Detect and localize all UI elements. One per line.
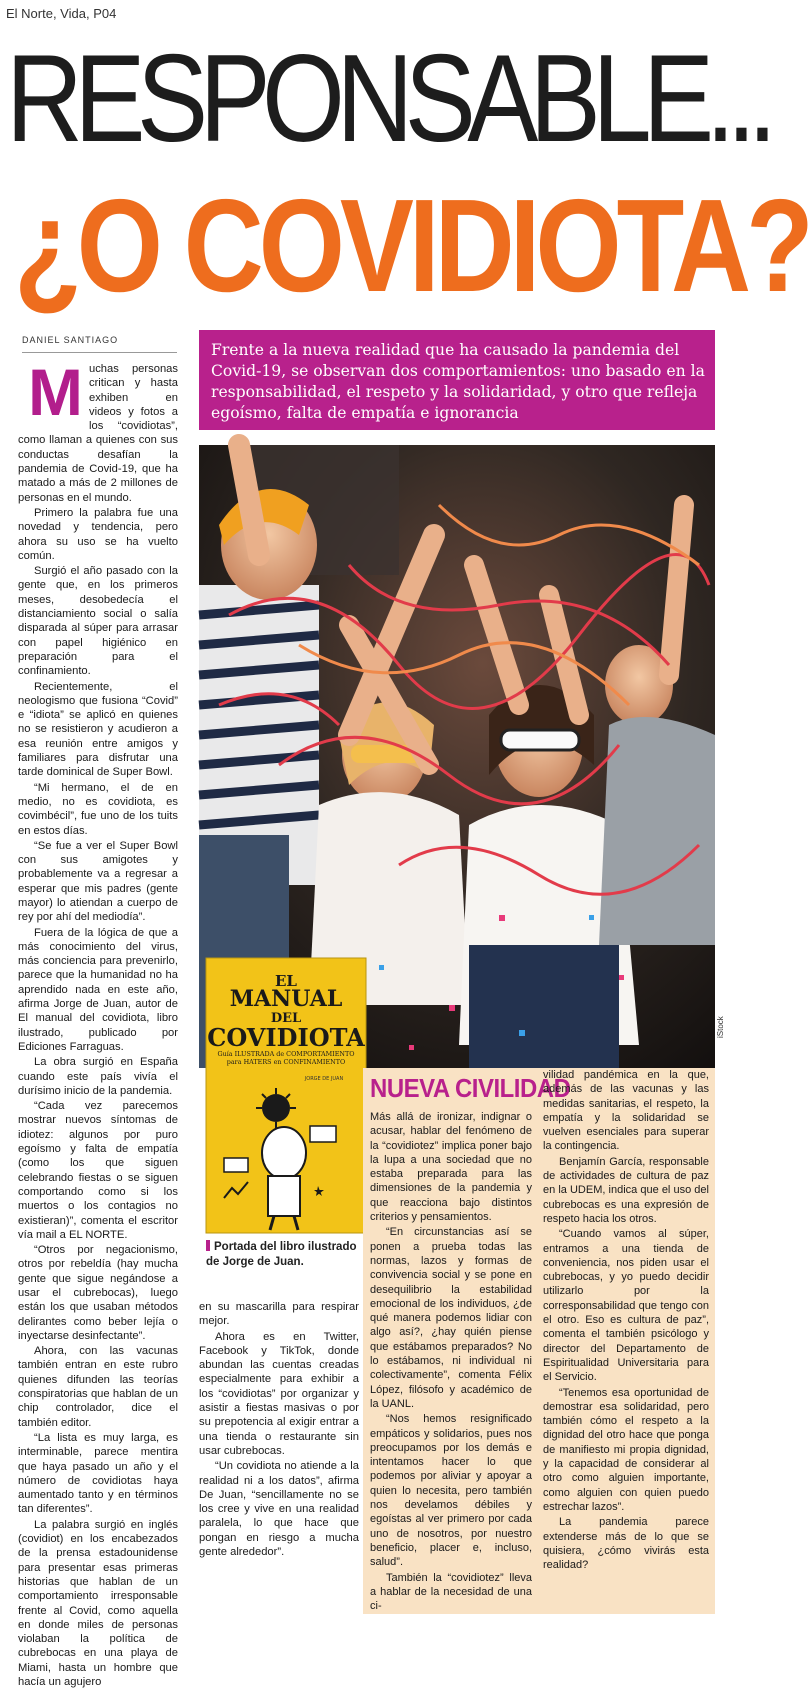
paragraph: “Mi hermano, el de en medio, no es covidiota, es covimbécil”, fue uno de los tuits en estos días. bbox=[18, 781, 178, 837]
book-title-line2: MANUAL bbox=[229, 986, 343, 1012]
paragraph: Fuera de la lógica de que a más conocimiento del virus, más conciencia para prevenirlo, parece que la humanidad no ha aprendido nada en este año, afirma Jorge de Juan, autor de El manual del covidiota, libro ilustrado, publicado por Ediciones Farraguas. bbox=[18, 926, 178, 1053]
sidebar-column-1 bbox=[370, 1110, 532, 1614]
paragraph: “Tenemos esa oportunidad de demostrar esa solidaridad, pero también cómo el respeto a la dignidad del otro hace que ponga de manifiesto mi propia dignidad, y la capacidad de considerar al otro como alguien importante, como alguien con quien puedo estrechar lazos”. bbox=[543, 1386, 709, 1513]
source-label: El Norte, Vida, P04 bbox=[6, 6, 117, 21]
book-title-line4: COVIDIOTA bbox=[207, 1023, 365, 1052]
byline: DANIEL SANTIAGO bbox=[22, 335, 119, 345]
paragraph: “Cada vez parecemos mostrar nuevos síntomas de idiotez: algunos por puro egoísmo y falta de empatía (como los que siguen celebrando fiestas o se siguen comportando como si los muertos o los contagios no existieran)”, comenta el escritor vía mail a EL NORTE. bbox=[18, 1100, 178, 1241]
drop-cap: M bbox=[28, 355, 83, 429]
paragraph: Primero la palabra fue una novedad y tendencia, pero ahora su uso se ha vuelto común. bbox=[18, 506, 178, 562]
paragraph: vilidad pandémica en la que, además de las vacunas y las medidas sanitarias, el respeto, la empatía y la solidaridad se vuelven esenciales para superar la contingencia. bbox=[543, 1069, 709, 1153]
sidebar-title: NUEVA CIVILIDAD bbox=[370, 1073, 571, 1103]
paragraph: Muchas personas critican y hasta exhiben en videos y fotos a los “covidiotas”, como llaman a quienes con sus conductas desafían la pandemia de Covid-19, que ha matado a más de 2 millones de personas en el mundo. bbox=[18, 355, 178, 504]
article-column-1 bbox=[18, 355, 178, 1689]
book-cover bbox=[206, 958, 366, 1233]
paragraph: “En circunstancias así se ponen a prueba todas las normas, lazos y formas de convivencia social y se pone en desequilibrio la estabilidad emocional de los individuos, ¿de qué manera podemos lidiar con algo así?, ¿hay quién piense que estábamos preparados? No lo estábamos, ni individual ni colectivamente”, comenta Félix López, filósofo y académico de la UANL. bbox=[370, 1226, 532, 1410]
photo-credit: iStock bbox=[716, 1016, 725, 1038]
book-title-line1: EL bbox=[275, 972, 297, 990]
paragraph: La palabra surgió en inglés (covidiot) en los encabezados de la prensa estadounidense para presentar esas primeras historias que hablan de un comportamiento irresponsable frente al Covid, como aquella en donde miles de personas violaban la política de cubrebocas en una playa de Miami, hasta un hombre que hacía un agujero bbox=[18, 1518, 178, 1689]
paragraph: Benjamín García, responsable de actividades de cultura de paz en la UDEM, indica que el uso del cubrebocas es una expresión de respeto hacia los otros. bbox=[543, 1155, 709, 1225]
book-author: JORGE DE JUAN bbox=[304, 1076, 344, 1082]
paragraph: Ahora es en Twitter, Facebook y TikTok, donde abundan las cuentas creadas especialmente para exhibir a los “covidiotas” por organizar y asistir a fiestas masivas o por su prepotencia al exigir entrar a una tienda o restaurante sin usar cubrebocas. bbox=[199, 1330, 359, 1457]
paragraph: La obra surgió en España cuando este país vivía el durísimo inicio de la pandemia. bbox=[18, 1056, 178, 1097]
paragraph: “Un covidiota no atiende a la realidad ni a los datos”, afirma De Juan, “sencillamente no se los cree y vive en una realidad paralela, lo que hace que pongan en riesgo a mucha gente alrededor”. bbox=[199, 1460, 359, 1559]
paragraph: “Nos hemos resignificado empáticos y solidarios, pues nos preocupamos por los demás e intentamos hacer lo que podemos por aliviar y apoyar a quien lo necesita, pero también nos develamos débiles y egoístas al ver primero por cada uno de nosotros, por nuestro beneficio, placer e, incluso, salud”. bbox=[370, 1413, 532, 1569]
sidebar-column-2 bbox=[543, 1068, 709, 1614]
paragraph: También la “covidiotez” lleva a hablar de la necesidad de una ci- bbox=[370, 1571, 532, 1613]
caption-marker bbox=[206, 1240, 210, 1251]
article-column-2 bbox=[199, 1300, 359, 1614]
paragraph: “Se fue a ver el Super Bowl con sus amigotes y probablemente va a regresar a esperar que mis padres (gente mayor) lo atiendan a cuerpo de rey por ahí del mediodía”. bbox=[18, 839, 178, 924]
byline-divider bbox=[22, 352, 177, 353]
book-cover-art bbox=[206, 958, 366, 1233]
paragraph: Recientemente, el neologismo que fusiona “Covid” e “idiota” se aplicó en quienes no se resistieron y acudieron a esa reunión entre amigos y familiares para disfrutar una tarde dominical de Super Bowl. bbox=[18, 680, 178, 779]
headline-line1: RESPONSABLE... bbox=[6, 30, 769, 168]
paragraph: Más allá de ironizar, indignar o acusar, hablar del fenómeno de la “covidiotez” implica poner bajo la lupa a una sociedad que no estaba preparada para las dimensiones de la pandemia y que reacciona bajo distintos criterios y pensamientos. bbox=[370, 1111, 532, 1224]
paragraph: “La lista es muy larga, es interminable, parece mentira que haya pasado un año y el número de covidiotas haya aumentado tanto y en términos tan diferentes”. bbox=[18, 1431, 178, 1516]
headline-line2: ¿O COVIDIOTA? bbox=[14, 172, 809, 319]
book-title-line3: DEL bbox=[270, 1011, 302, 1026]
book-caption: Portada del libro ilustrado de Jorge de Juan. bbox=[206, 1241, 357, 1268]
paragraph: Ahora, con las vacunas también entran en este rubro quienes difunden las teorías conspiratorias que hablan de un chip controlador, dice el también editor. bbox=[18, 1345, 178, 1429]
paragraph: “Otros por negacionismo, otros por rebeldía (hay mucha gente que sigue negándose a usar el cubrebocas), luego están los que usaban métodos delirantes como beber lejía o inyectarse desinfectante”. bbox=[18, 1244, 178, 1342]
deck-text: Frente a la nueva realidad que ha causado la pandemia del Covid-19, se observan dos comportamientos: uno basado en la responsabilidad, el respeto y la solidaridad, y otro que refleja egoísmo, falta de empatía e ignorancia bbox=[211, 341, 705, 422]
paragraph: en su mascarilla para respirar mejor. bbox=[199, 1301, 359, 1328]
paragraph: Surgió el año pasado con la gente que, en los primeros meses, desobedecía el distanciamiento social o salía disparada al súper para arrasar con papel higiénico en preparación para el confinamiento. bbox=[18, 565, 178, 678]
paragraph: “Cuando vamos al súper, entramos a una tienda de conveniencia, nos piden usar el cubrebocas, y yo puedo decidir utilizarlo por la corresponsabilidad que tengo con el otro. Eso es cultura de paz”, comenta el también psicólogo y director del Departamento de Espiritualidad Universitaria para el Servicio. bbox=[543, 1228, 709, 1384]
book-subtitle: Guía ILUSTRADA de COMPORTAMIENTO para HATERS en CONFINAMIENTO bbox=[217, 1050, 355, 1066]
paragraph: La pandemia parece extenderse más de lo que se quisiera, ¿cómo vivirás esta realidad? bbox=[543, 1516, 709, 1572]
